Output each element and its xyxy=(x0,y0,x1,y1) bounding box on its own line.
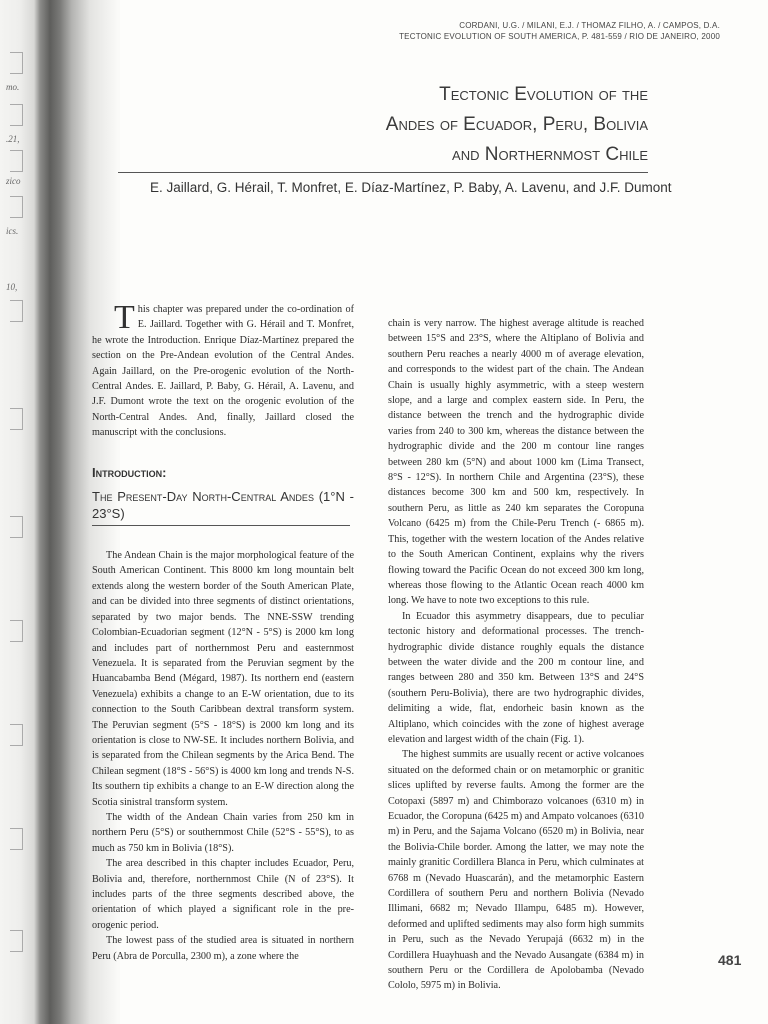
title-underline xyxy=(118,172,648,173)
subsection-underline xyxy=(92,525,350,526)
binding-ring xyxy=(10,104,23,126)
binding-ring xyxy=(10,930,23,952)
section-heading: Introduction: xyxy=(92,464,167,480)
right-column xyxy=(388,316,644,994)
margin-fragment: .21, xyxy=(6,134,20,144)
intro-text: his chapter was prepared under the co-ordination of E. Jaillard. Together with G. Hérail and T. Monfret, he wrote the Introduction. Enrique Díaz-Martínez prepared the section on the Pre-Andean evolution of the Central Andes. Again Jaillard, on the Pre-orogenic evolution of the North-Central Andes. E. Jaillard, P. Baby, G. Hérail, A. Lavenu, and J.F. Dumont wrote the text on the orogenic evolution of the North-Central Andes. And, finally, Jaillard closed the manuscript with the conclusions. xyxy=(92,304,354,439)
header-citation-authors: CORDANI, U.G. / MILANI, E.J. / THOMAZ FILHO, A. / CAMPOS, D.A. xyxy=(459,21,720,30)
binding-ring xyxy=(10,724,23,746)
body-paragraph: The width of the Andean Chain varies from 250 km in northern Peru (5°S) or southernmost Chile (52°S - 55°S), to as much as 750 km in Bolivia (18°S). xyxy=(92,811,354,854)
margin-fragment: zico xyxy=(6,176,21,186)
binding-ring xyxy=(10,196,23,218)
binding-ring xyxy=(10,300,23,322)
body-paragraph: The lowest pass of the studied area is situated in northern Peru (Abra de Porculla, 2300 m), a zone where the xyxy=(92,935,354,962)
title-line-1: Tectonic Evolution of the xyxy=(439,84,648,105)
subsection-heading: The Present-Day North-Central Andes (1°N - 23°S) xyxy=(92,489,354,522)
title-line-2: Andes of Ecuador, Peru, Bolivia xyxy=(385,114,648,135)
binding-ring xyxy=(10,52,23,74)
intro-paragraph xyxy=(92,299,354,441)
body-paragraph: The Andean Chain is the major morphological feature of the South American Continent. This 8000 km long mountain belt extends along the western border of the South American Plate, and can be divided into three segments of distinct orientations, separated by two major bends. The NNE-SSW trending Colombian-Ecuadorian segment (12°N - 5°S) is 2000 km long and includes part of northernmost Peru and easternmost Venezuela. It is separated from the Peruvian segment by the Huancabamba Bend (Mégard, 1987). Its northern end (eastern Venezuela) exhibits a change to an E-W orientation, due to its connection to the South Caribbean dextral transform system. The Peruvian segment (5°S - 18°S) is 2000 km long and its orientation is close to NW-SE. It includes northern Bolivia, and is separated from the Chilean segments by the Arica Bend. The Chilean segment (18°S - 56°S) is 4000 km long and trends N-S. Its southern tip exhibits a change to an E-W direction along the Scotia sinistral transform system. xyxy=(92,550,354,808)
body-paragraph: The area described in this chapter includes Ecuador, Peru, Bolivia and, therefore, northernmost Chile (N of 23°S). It includes parts of the three segments described above, the orientation of which played a significant role in the pre-orogenic period. xyxy=(92,858,354,931)
running-header xyxy=(399,20,720,42)
drop-cap: T xyxy=(114,299,135,336)
margin-fragment: ics. xyxy=(6,226,19,236)
binding-ring xyxy=(10,620,23,642)
binding-ring xyxy=(10,828,23,850)
body-paragraph: chain is very narrow. The highest average altitude is reached between 15°S and 23°S, where the Altiplano of Bolivia and southern Peru reaches a nearly 4000 m of average elevation, and corresponds to the widest part of the chain. The Andean Chain is usually highly asymmetric, with a steep western slope, and a large and complex eastern side. In Peru, the distance between the trench and the hydrographic divide varies from 240 to 300 km, whereas the distance between the hydrographic divide and the 200 m contour line ranges between 280 km (5°N) and about 1000 km (Lima Transect, 8°S - 12°S). In northern Chile and Argentina (23°S), these distances become 300 km and 500 km, respectively. In southern Peru, as little as 240 km separates the Coropuna Volcano (6425 m) from the Chile-Peru Trench (- 6865 m). This, together with the western location of the Andes relative to the South American Continent, explains why the rivers flowing toward the Pacific Ocean do not exceed 300 km long, whereas those flowing to the Atlantic Ocean reach 4000 km long. We have to note two exceptions to this rule. xyxy=(388,318,644,607)
chapter-title xyxy=(386,80,648,170)
binding-ring xyxy=(10,150,23,172)
margin-fragment: 10, xyxy=(6,282,18,292)
body-paragraph: The highest summits are usually recent or active volcanoes situated on the deformed chain or on metamorphic or granitic slices uplifted by reverse faults. Among the former are the Cotopaxi (5897 m) and Chimborazo volcanoes (6310 m) in Ecuador, the Coropuna (6425 m) and Ampato volcanoes (6310 m) in Peru, and the Sajama Volcano (6520 m) in Bolivia, near the Bolivia-Chile border. Among the latter, we may note the mainly granitic Cordillera Blanca in Peru, which culminates at 6768 m (Nevado Huascarán), and the metamorphic Eastern Cordillera of southern Peru and northern Bolivia (Nevado Illimani, 6682 m; Nevado Illampu, 6485 m). However, deformed and uplifted sediments may also form high summits in Peru, such as the Nevado Yerupajá (6632 m) in the Cordillera Huayhuash and the Nevado Ausangate (6384 m) in southern Peru or the Cordillera de Apolobamba (Nevado Cololo, 5975 m) in Bolivia. xyxy=(388,749,644,992)
margin-fragment: mo. xyxy=(6,82,20,92)
binding-ring xyxy=(10,516,23,538)
title-line-3: and Northernmost Chile xyxy=(452,144,648,165)
header-citation-source: TECTONIC EVOLUTION OF SOUTH AMERICA, P. 481-559 / RIO DE JANEIRO, 2000 xyxy=(399,32,720,41)
left-column xyxy=(92,299,354,964)
binding-ring xyxy=(10,408,23,430)
page-number: 481 xyxy=(718,952,742,968)
author-list: E. Jaillard, G. Hérail, T. Monfret, E. Díaz-Martínez, P. Baby, A. Lavenu, and J.F. Dumont xyxy=(150,180,672,195)
body-paragraph: In Ecuador this asymmetry disappears, due to peculiar tectonic history and deformational processes. The trench-hydrographic divide distance roughly equals the distance between the water divide and the 200 m contour line, and ranges between 280 and 350 km. Between 13°S and 24°S (southern Peru-Bolivia), there are two hydrographic divides, delimiting a wide, flat, endorheic basin known as the Altiplano, which coincides with the zone of highest average elevation and largest width of the chain (Fig. 1). xyxy=(388,610,644,745)
